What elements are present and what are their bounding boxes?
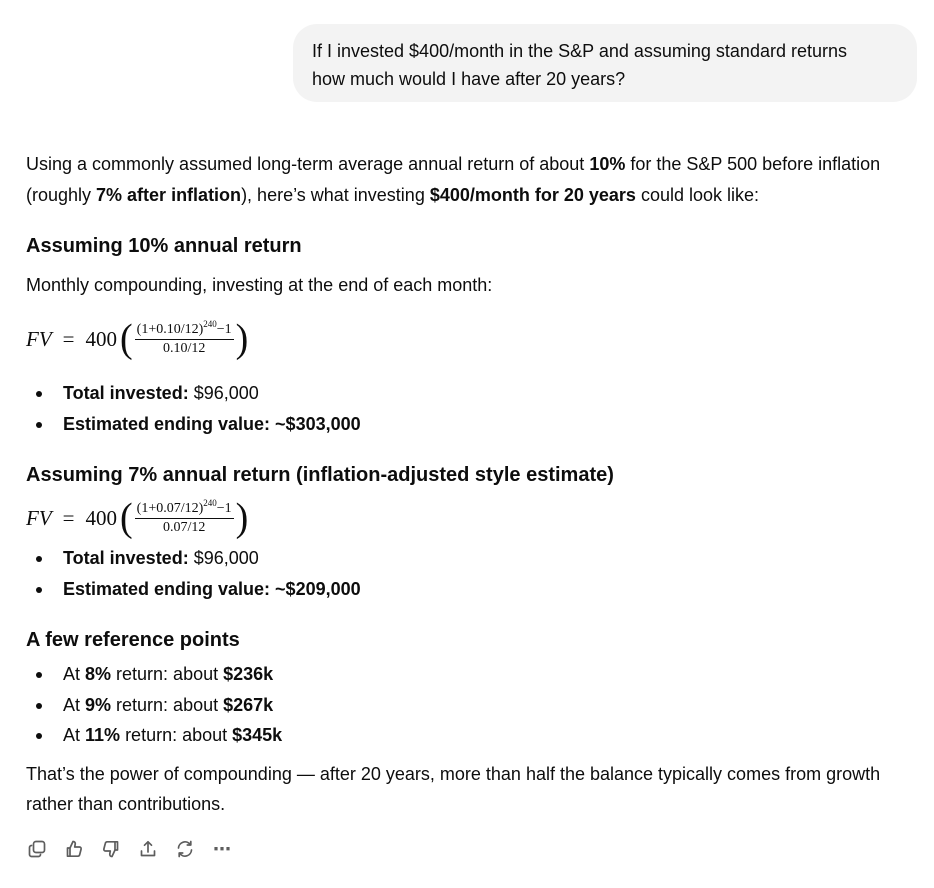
share-icon (138, 839, 158, 859)
list-item (26, 574, 361, 605)
rate: 8% (85, 664, 112, 684)
formula-variable: FV (26, 326, 52, 351)
formula-exponent: 240 (203, 497, 217, 508)
rate: 11% (85, 725, 121, 745)
text: At (63, 694, 86, 715)
text: return: about (111, 694, 224, 715)
formula-numerator (135, 318, 234, 340)
left-paren: ( (120, 495, 133, 541)
text: return: about (111, 664, 224, 684)
text: At (63, 664, 86, 684)
bullet-value: ~$209,000 (270, 578, 361, 599)
right-paren: ) (235, 316, 249, 362)
formula-equals: = (62, 326, 75, 351)
closing-line: That’s the power of compounding — after 20 years, more than half the balance typically comes from growth (26, 764, 881, 784)
formula-coefficient: 400 (85, 326, 117, 351)
text: for the S&P 500 before inflation (625, 154, 881, 174)
thumbs-down-button[interactable] (100, 838, 122, 860)
copy-icon (27, 839, 47, 859)
formula (26, 318, 248, 360)
thumbs-up-icon (64, 839, 84, 859)
list-item (26, 720, 282, 751)
formula-numerator (135, 497, 234, 519)
user-message-line: how much would I have after 20 years? (312, 69, 626, 89)
regenerate-button[interactable] (174, 838, 196, 860)
copy-button[interactable] (26, 838, 48, 860)
section-subtext: Monthly compounding, investing at the end of each month: (26, 275, 493, 295)
bullet-label: Estimated ending value: (63, 413, 271, 434)
text: (1+0.10/12) (136, 321, 204, 337)
formula-variable: FV (26, 505, 52, 530)
intro-paragraph (26, 149, 916, 211)
bullet-value: ~$303,000 (270, 413, 361, 434)
bold-text: $400/month for 20 years (429, 185, 636, 205)
amount: $236k (223, 664, 274, 684)
text: ), here’s what investing (241, 185, 430, 205)
text: Using a commonly assumed long-term average annual return of about (26, 154, 590, 174)
user-message-bubble (293, 24, 917, 102)
bullet-label: Estimated ending value: (63, 578, 271, 599)
more-options-button[interactable] (211, 838, 233, 860)
list-item (26, 659, 282, 690)
bullet-value: $96,000 (188, 383, 259, 403)
text: (roughly (26, 185, 97, 205)
formula-denominator: 0.10/12 (162, 340, 206, 356)
right-paren: ) (235, 495, 249, 541)
formula-exponent: 240 (203, 318, 217, 329)
bullet-list (26, 543, 361, 604)
amount: $345k (232, 725, 283, 745)
list-item (26, 378, 361, 409)
regenerate-icon (175, 839, 195, 859)
user-message-line: If I invested $400/month in the S&P and assuming standard returns (312, 41, 847, 61)
bold-text: 10% (589, 154, 626, 174)
intro-line-2 (26, 180, 916, 211)
bullet-label: Total invested: (63, 548, 189, 568)
formula (26, 497, 248, 539)
list-item (26, 409, 361, 440)
section-heading: Assuming 10% annual return (26, 235, 302, 257)
amount: $267k (223, 694, 274, 715)
list-item (26, 543, 361, 574)
text: (1+0.07/12) (136, 500, 204, 516)
rate: 9% (85, 694, 112, 715)
bullet-value: $96,000 (188, 548, 259, 568)
section-heading: Assuming 7% annual return (inflation-adjusted style estimate) (26, 464, 614, 486)
formula-fraction (135, 497, 234, 536)
formula-fraction (135, 318, 234, 357)
text: −1 (216, 500, 232, 516)
list-item (26, 690, 282, 721)
more-icon: ⋯ (213, 838, 231, 860)
formula-lhs (26, 327, 52, 352)
bullet-list (26, 378, 361, 439)
thumbs-up-button[interactable] (63, 838, 85, 860)
text: return: about (120, 725, 233, 745)
formula-coefficient: 400 (85, 505, 117, 530)
share-button[interactable] (137, 838, 159, 860)
bold-text: 7% after inflation (96, 185, 242, 205)
closing-paragraph (26, 759, 916, 819)
text: could look like: (635, 185, 760, 205)
formula-equals: = (62, 505, 75, 530)
intro-line-1 (26, 149, 916, 180)
left-paren: ( (120, 316, 133, 362)
formula-denominator: 0.07/12 (162, 519, 206, 535)
response-action-bar (26, 836, 248, 862)
closing-line: rather than contributions. (26, 794, 226, 814)
bullet-list (26, 659, 282, 751)
section-heading: A few reference points (26, 629, 240, 651)
bullet-label: Total invested: (63, 383, 189, 403)
text: At (63, 725, 86, 745)
formula-lhs (26, 506, 52, 531)
thumbs-down-icon (101, 839, 121, 859)
text: −1 (216, 321, 232, 337)
